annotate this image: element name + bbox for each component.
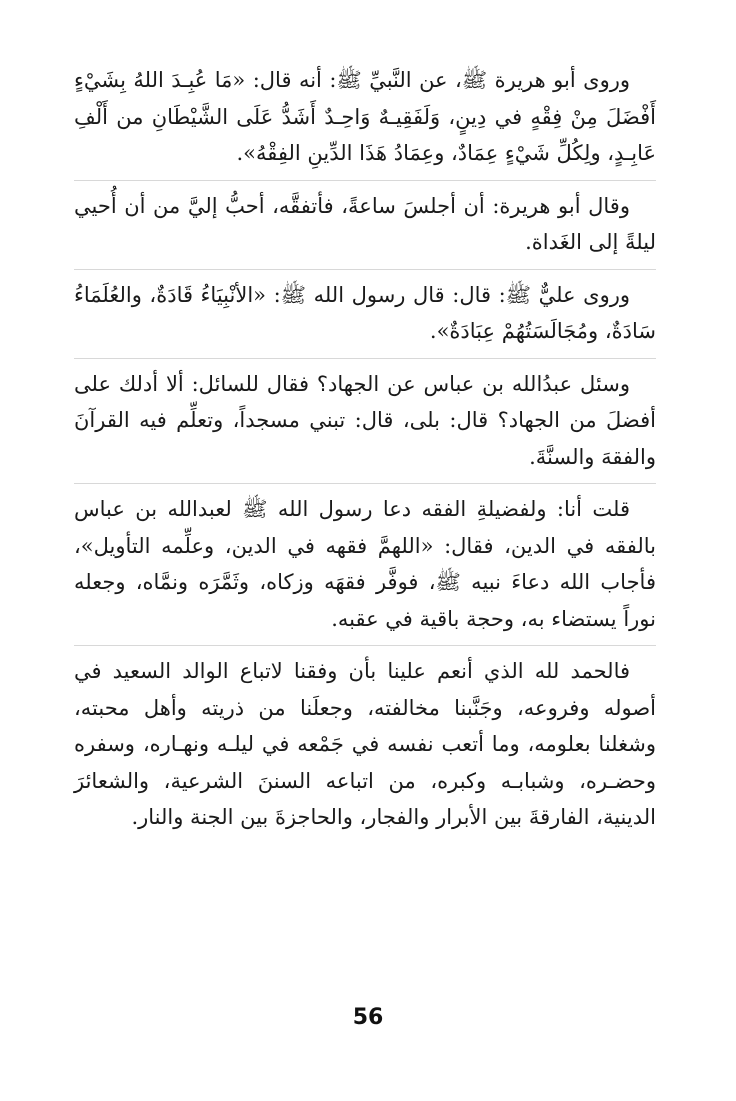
page-body: [74, 62, 656, 836]
page-number: 56: [352, 1005, 384, 1030]
paragraph-divider: [74, 180, 656, 181]
paragraph-ibn-abbas-jihad: وسئل عبدُالله بن عباس عن الجهاد؟ فقال للسائل: ألا أدلك على أفضلَ من الجهاد؟ قال: بلى، قال: تبني مسجداً، وتعلِّم فيه القرآنَ والفقهَ والسنَّةَ.: [74, 371, 657, 469]
paragraph-divider: [74, 269, 656, 270]
paragraph-abu-hurayra-saying: وقال أبو هريرة: أن أجلسَ ساعةً، فأتفقَّه، أحبُّ إليَّ من أن أُحيي ليلةً إلى الغَداة.: [74, 193, 656, 254]
paragraph-divider: [74, 645, 656, 646]
paragraph-ali-hadith: وروى عليٌّ ﷺ: قال: قال رسول الله ﷺ: «الأنْبِيَاءُ قَادَةٌ، والعُلَمَاءُ سَادَةٌ، ومُجَالَسَتُهُمْ عِبَادَةٌ».: [74, 282, 656, 343]
paragraph-divider: [74, 358, 656, 359]
paragraph-praise: فالحمد لله الذي أنعم علينا بأن وفقنا لاتباع الوالد السعيد في أصوله وفروعه، وجَنَّبنا مخالفته، وجعلَنا من ذريته وأهل محبته، وشغلنا بعلومه، وما أتعب نفسه في جَمْعه في ليلـه ونهـاره، وسفره وحضـره، وشبابـه وكبره، من اتباعه السننَ الشرعية، والشعائرَ الدينية، الفارقةَ بين الأبرار والفجار، والحاجزةَ بين الجنة والنار.: [74, 659, 656, 829]
paragraph-abu-hurayra-hadith: وروى أبو هريرة ﷺ، عن النَّبيِّ ﷺ: أنه قال: «مَا عُبِـدَ اللهُ بِشَيْءٍ أَفْضَلَ مِنْ فِقْهٍ في دِينٍ، وَلَفَقِيـهٌ وَاحِـدٌ أَشَدُّ عَلَى الشَّيْطَانِ من أَلْفِ عَابِـدٍ، ولِكُلِّ شَيْءٍ عِمَادٌ، وعِمَادُ هَذَا الدِّينِ الفِقْهُ».: [74, 68, 656, 165]
paragraph-divider: [74, 483, 656, 484]
paragraph-virtue-of-fiqh: قلت أنا: ولفضيلةِ الفقه دعا رسول الله ﷺ لعبدالله بن عباس بالفقه في الدين، فقال: «اللهمَّ فقهه في الدين، وعلِّمه التأويل»، فأجاب الله دعاءَ نبيه ﷺ، فوفَّر فقهَه وزكاه، وثَمَّرَه ونمَّاه، وجعله نوراً يستضاء به، وحجة باقية في عقبه.: [74, 497, 656, 631]
